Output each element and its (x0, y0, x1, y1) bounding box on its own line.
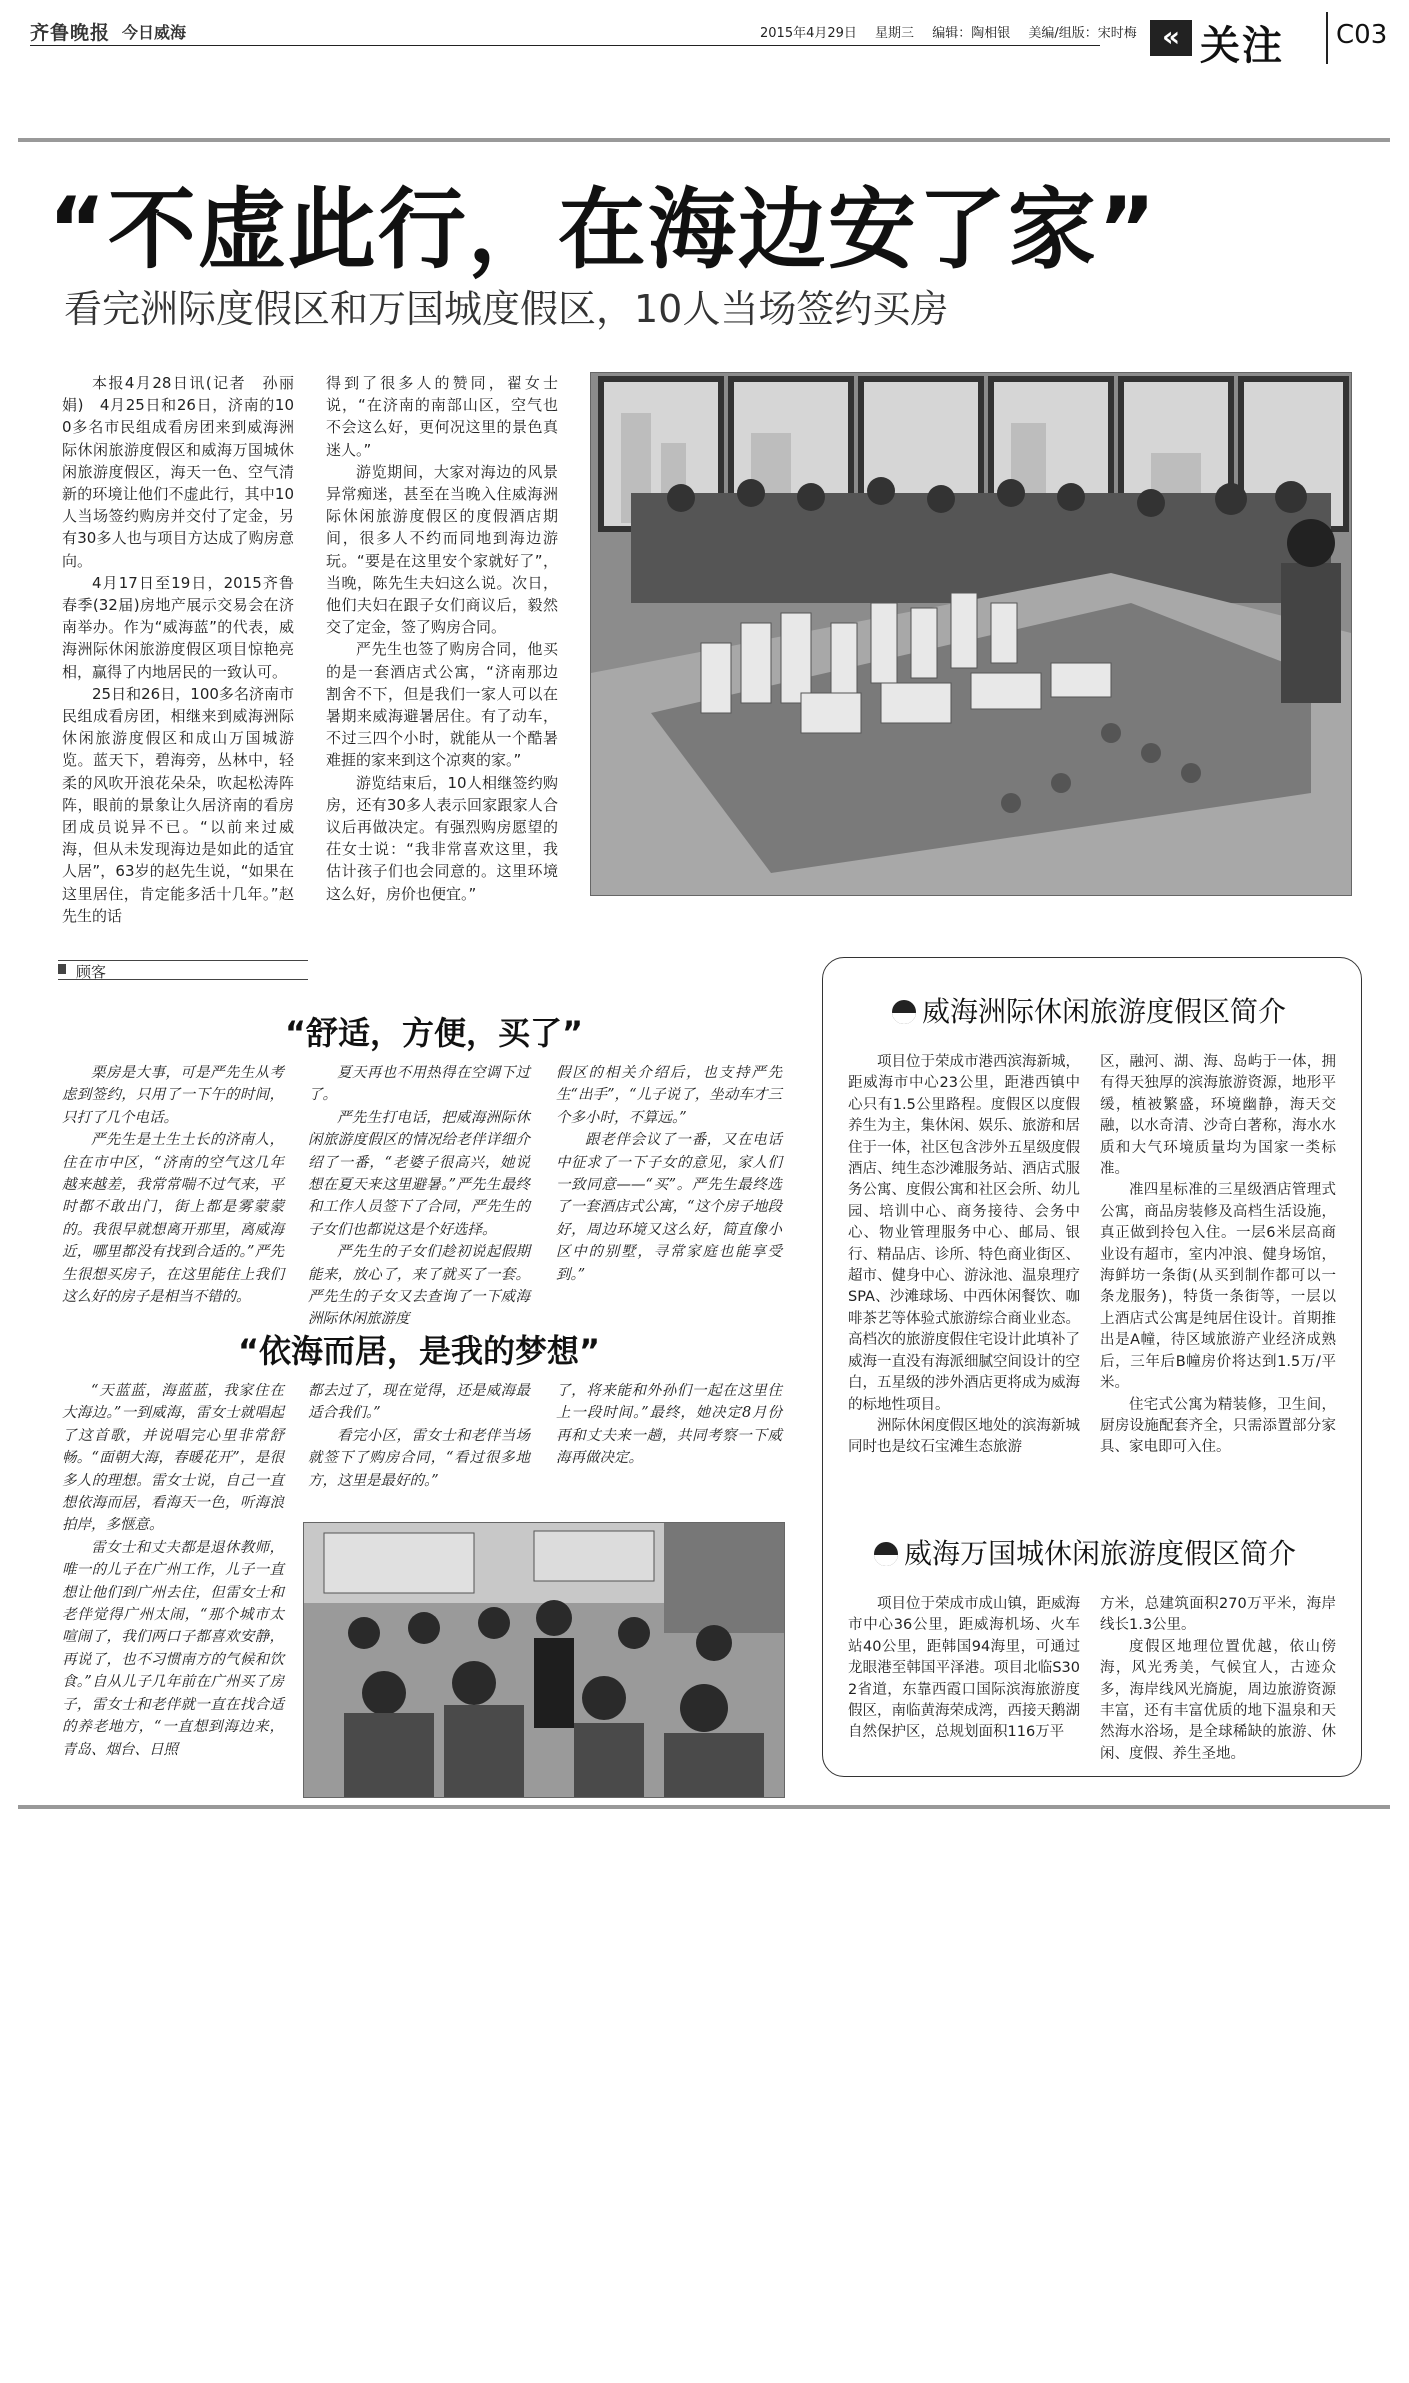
customer-story-2-column-1 (62, 1380, 284, 1761)
article-subtitle: 看完洲际度假区和万国城度假区，10人当场签约买房 (64, 287, 949, 331)
paragraph: 都去过了，现在觉得，还是威海最适合我们。” (308, 1383, 530, 1422)
paragraph: 了，将来能和外孙们一起在这里住上一段时间。”最终，她决定8月份再和丈夫来一趟，共同考察一下威海再做决定。 (556, 1383, 782, 1467)
dateline (760, 22, 1151, 41)
paragraph: 栗房是大事，可是严先生从考虑到签约，只用了一下午的时间，只打了几个电话。 (62, 1065, 284, 1126)
paragraph: 看完小区，雷女士和老伴当场就签下了购房合同，“看过很多地方，这里是最好的。” (308, 1427, 530, 1489)
photo-sales-office-model (590, 372, 1352, 896)
designer-credit: 美编/组版：宋时梅 (1028, 26, 1137, 41)
paragraph: “天蓝蓝，海蓝蓝，我家住在大海边。”一到威海，雷女士就唱起了这首歌，并说唱完心里非常舒畅。“面朝大海，春暖花开”，是很多人的理想。雷女士说，自己一直想依海而居，看海天一色，听海浪拍岸，多惬意。 (62, 1383, 284, 1534)
paragraph: 雷女士和丈夫都是退休教师，唯一的儿子在广州工作，儿子一直想让他们到广州去住，但雷女士和老伴觉得广州太闹，“那个城市太喧闹了，我们两口子都喜欢安静，再说了，也不习惯南方的气候和饮食。”自从儿子几年前在广州买了房子，雷女士和老伴就一直在找合适的养老地方，“一直想到海边来，青岛、烟台、日照 (62, 1539, 284, 1758)
page-number: C03 (1336, 20, 1388, 50)
intro-2-column-2 (1100, 1594, 1336, 1765)
paragraph: 严先生打电话，把威海洲际休闲旅游度假区的情况给老伴详细介绍了一番，“老婆子很高兴，她说想在夏天来这里避暑。”严先生最终和工作人员签下了合同，严先生的子女们也都说这是个好选择。 (308, 1109, 530, 1238)
paragraph: 严先生是土生土长的济南人，住在市中区，“济南的空气这几年越来越差，我常常喘不过气来，平时都不敢出门，街上都是雾蒙蒙的。我很早就想离开那里，离威海近，哪里都没有找到合适的。”严先生很想买房子，在这里能住上我们这么好的房子是相当不错的。 (62, 1132, 284, 1306)
section-name: 今日威海 (122, 23, 187, 42)
paragraph: 洲际休闲度假区地处的滨海新城同时也是纹石宝滩生态旅游 (848, 1417, 1080, 1456)
paragraph: 游览结束后，10人相继签约购房，还有30多人表示回家跟家人合议后再做决定。有强烈购房愿望的茌女士说：“我非常喜欢这里，我估计孩子们也会同意的。这里环境这么好，房价也便宜。” (326, 773, 558, 903)
paragraph: 准四星标准的三星级酒店管理式公寓，商品房装修及高档生活设施，真正做到拎包入住。一层6米层高商业设有超市，室内冲浪、健身场馆，海鲜坊一条街(从买到制作都可以一条龙服务)，特货一条街等，一层以上酒店式公寓是纯居住设计。首期推出是A幢，待区域旅游产业经济成熟后，三年后B幢房价将达到1.5万/平米。 (1100, 1182, 1336, 1392)
photo-illustration (304, 1523, 784, 1797)
paragraph: 项目位于荣成市成山镇，距威海市中心36公里，距威海机场、火车站40公里，距韩国94海里，可通过龙眼港至韩国平泽港。项目北临S302省道，东靠西霞口国际滨海旅游度假区，南临黄海荣成湾，西接天鹅湖自然保护区，总规划面积116万平 (848, 1596, 1080, 1741)
paragraph: 住宅式公寓为精装修，卫生间，厨房设施配套齐全，只需添置部分家具、家电即可入住。 (1100, 1396, 1336, 1456)
paragraph: 方米，总建筑面积270万平米，海岸线长1.3公里。 (1100, 1596, 1336, 1634)
customer-story-1-column-1 (62, 1062, 284, 1308)
paragraph: 度假区地理位置优越，依山傍海，风光秀美，气候宜人，古迹众多，海岸线风光旖旎，周边旅游资源丰富，还有丰富优质的地下温泉和天然海水浴场，是全球稀缺的旅游、休闲、度假、养生圣地。 (1100, 1638, 1336, 1762)
intro-2-title-text: 威海万国城休闲旅游度假区简介 (904, 1537, 1297, 1570)
customer-story-1-column-2 (308, 1062, 530, 1331)
paragraph: 区，融河、湖、海、岛屿于一体，拥有得天独厚的滨海旅游资源，地形平缓，植被繁盛，环境幽静，海天交融，以水奇清、沙奇白著称，海水水质和大气环境质量均为国家一类标准。 (1100, 1054, 1336, 1178)
header-rule (30, 45, 1100, 46)
paragraph: 本报4月28日讯(记者 孙丽娟) 4月25日和26日，济南的100多名市民组成看房团来到威海洲际休闲旅游度假区和威海万国城休闲旅游度假区，海天一色、空气清新的环境让他们不虚此行，其中10人当场签约购房并交付了定金，另有30多人也与项目方达成了购房意向。 (62, 374, 294, 570)
customer-heading-2: “依海而居，是我的梦想” (238, 1332, 601, 1370)
photo-illustration (591, 373, 1351, 895)
page-tag: 关注 (1200, 23, 1284, 69)
paragraph: 4月17日至19日，2015齐鲁春季(32届)房地产展示交易会在济南举办。作为“威海蓝”的代表，威海洲际休闲旅游度假区项目惊艳亮相，赢得了内地居民的一致认可。 (62, 573, 294, 681)
paragraph: 25日和26日，100多名济南市民组成看房团，相继来到威海洲际休闲旅游度假区和成山万国城游览。蓝天下，碧海旁，丛林中，轻柔的风吹开浪花朵朵，吹起松涛阵阵，眼前的景象让久居济南的看房团成员说异不已。“以前来过威海，但从未发现海边是如此的适宜人居”，63岁的赵先生说，“如果在这里居住，肯定能多活十几年。”赵先生的话 (62, 684, 294, 925)
issue-date: 2015年4月29日 (760, 26, 857, 41)
article-column-2 (326, 372, 558, 905)
customer-section-label: 顾客 (76, 963, 107, 981)
paragraph: 跟老伴会议了一番，又在电话中征求了一下子女的意见，家人们一致同意——“买”。严先生最终选了一套酒店式公寓，“这个房子地段好，周边环境又这么好，简直像小区中的别墅，寻常家庭也能享受到。” (556, 1132, 782, 1283)
section-bullet-icon (892, 1000, 916, 1024)
intro-1-column-1 (848, 1052, 1080, 1459)
paragraph: 严先生的子女们趁初说起假期能来，放心了，来了就买了一套。严先生的子女又去查询了一下威海洲际休闲旅游度 (308, 1244, 530, 1328)
customer-story-1-column-3 (556, 1062, 782, 1286)
intro-2-title (874, 1532, 1296, 1572)
intro-1-title (892, 990, 1286, 1030)
article-title: “不虚此行，在海边安了家” (48, 178, 1158, 281)
editor-credit: 编辑：陶相银 (932, 26, 1011, 41)
paragraph: 得到了很多人的赞同，翟女士说，“在济南的南部山区，空气也不会这么好，更何况这里的景色真迷人。” (326, 374, 558, 459)
paragraph: 假区的相关介绍后，也支持严先生“出手”，“儿子说了，坐动车才三个多小时，不算远。” (556, 1065, 782, 1126)
chevron-left-icon: « (1150, 20, 1192, 56)
photo-visitors-seated (303, 1522, 785, 1798)
intro-1-title-text: 威海洲际休闲旅游度假区简介 (922, 995, 1287, 1028)
article-column-1 (62, 372, 294, 927)
tag-divider (1326, 12, 1328, 64)
paragraph: 夏天再也不用热得在空调下过了。 (308, 1065, 530, 1104)
masthead-logo: 齐鲁晚报 (30, 22, 111, 44)
paragraph: 严先生也签了购房合同，他买的是一套酒店式公寓，“济南那边割舍不下，但是我们一家人可以在暑期来威海避暑居住。有了动车，不过三四个小时，就能从一个酷暑难捱的家来到这个凉爽的家。” (326, 640, 558, 770)
customer-story-2-column-3 (556, 1380, 782, 1470)
paragraph: 游览期间，大家对海边的风景异常痴迷，甚至在当晚入住威海洲际休闲旅游度假区的度假酒店期间，很多人不约而同地到海边游玩。“要是在这里安个家就好了”，当晚，陈先生夫妇这么说。次日，他们夫妇在跟子女们商议后，毅然交了定金，签了购房合同。 (326, 462, 558, 637)
intro-1-column-2 (1100, 1052, 1336, 1459)
customer-story-2-column-2 (308, 1380, 530, 1492)
issue-weekday: 星期三 (875, 26, 915, 41)
section-bullet-icon (874, 1542, 898, 1566)
section-marker-icon (58, 964, 66, 974)
customer-heading-1: “舒适，方便，买了” (285, 1014, 584, 1052)
intro-2-column-1 (848, 1594, 1080, 1744)
paragraph: 项目位于荣成市港西滨海新城，距威海市中心23公里，距港西镇中心只有1.5公里路程。度假区以度假养生为主，集休闲、娱乐、旅游和居住于一体，社区包含涉外五星级度假酒店、纯生态沙滩服务站、酒店式服务公寓、度假公寓和社区会所、幼儿园、培训中心、商务接待、会务中心、物业管理服务中心、邮局、银行、精品店、诊所、特色商业街区、超市、健身中心、游泳池、温泉理疗SPA、沙滩球场、中西休闲餐饮、咖啡茶艺等体验式旅游综合商业业态。高档次的旅游度假住宅设计此填补了威海一直没有海派细腻空间设计的空白，五星级的涉外酒店更将成为威海的标地性项目。 (848, 1054, 1080, 1413)
bottom-page-rule (18, 1805, 1390, 1809)
top-page-rule (18, 138, 1390, 142)
